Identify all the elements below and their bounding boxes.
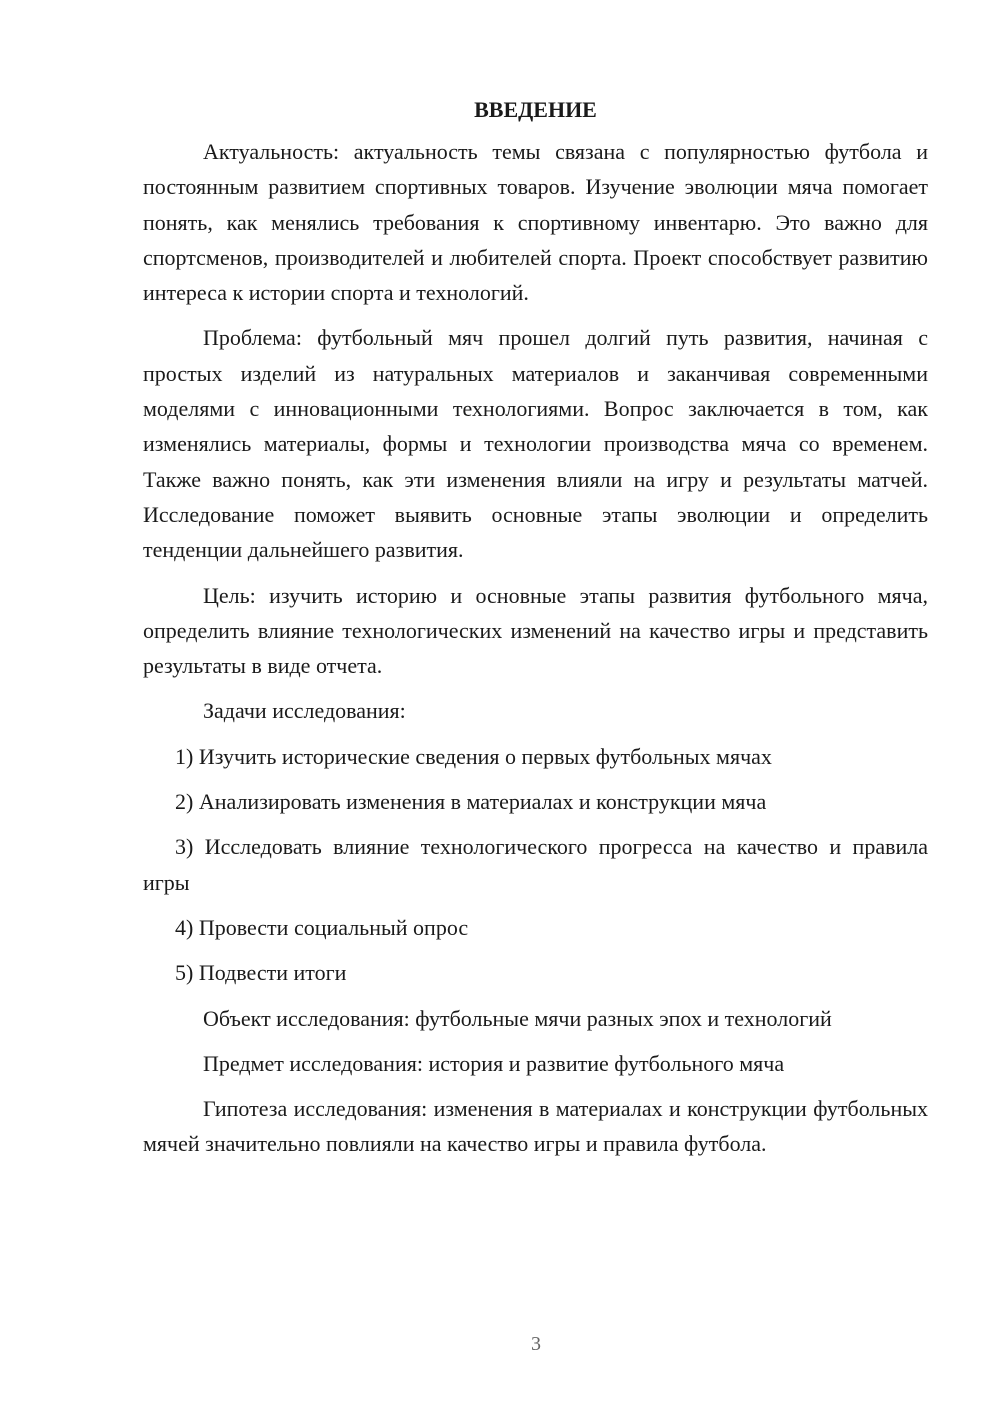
paragraph-relevance: Актуальность: актуальность темы связана с популярностью футбола и постоянным развитием спортивных товаров. Изучение эволюции мяча помогает понять, как менялись требования к спортивному инвентарю. Это важно для спортсменов, производителей и любителей спорта. Проект способствует развитию интереса к истории спорта и технологий. (143, 139, 928, 306)
task-item-5: 5) Подвести итоги (175, 960, 347, 986)
paragraph-subject: Предмет исследования: история и развитие футбольного мяча (203, 1050, 785, 1076)
paragraph-goal: Цель: изучить историю и основные этапы развития футбольного мяча, определить влияние технологических изменений на качество игры и представить результаты в виде отчета. (143, 582, 928, 679)
document-page (143, 90, 928, 1172)
task-item-4: 4) Провести социальный опрос (175, 914, 469, 940)
paragraph-problem: Проблема: футбольный мяч прошел долгий путь развития, начиная с простых изделий из натуральных материалов и заканчивая современными моделями с инновационными технологиями. Вопрос заключается в том, как изменялись материалы, формы и технологии производства мяча со временем. Также важно понять, как эти изменения влияли на игру и результаты матчей. Исследование поможет выявить основные этапы эволюции и определить тенденции дальнейшего развития. (143, 325, 928, 563)
section-title: ВВЕДЕНИЕ (474, 97, 597, 122)
paragraph-object: Объект исследования: футбольные мячи разных эпох и технологий (203, 1005, 832, 1031)
paragraph-tasks-heading: Задачи исследования: (203, 698, 406, 724)
paragraph-hypothesis: Гипотеза исследования: изменения в материалах и конструкции футбольных мячей значительно повлияли на качество игры и правила футбола. (143, 1096, 928, 1157)
task-item-2: 2) Анализировать изменения в материалах и конструкции мяча (175, 789, 767, 815)
task-item-1: 1) Изучить исторические сведения о первых футбольных мячах (175, 743, 772, 769)
page-number: 3 (531, 1333, 541, 1355)
task-item-3: 3) Исследовать влияние технологического прогресса на качество и правила игры (143, 834, 928, 895)
